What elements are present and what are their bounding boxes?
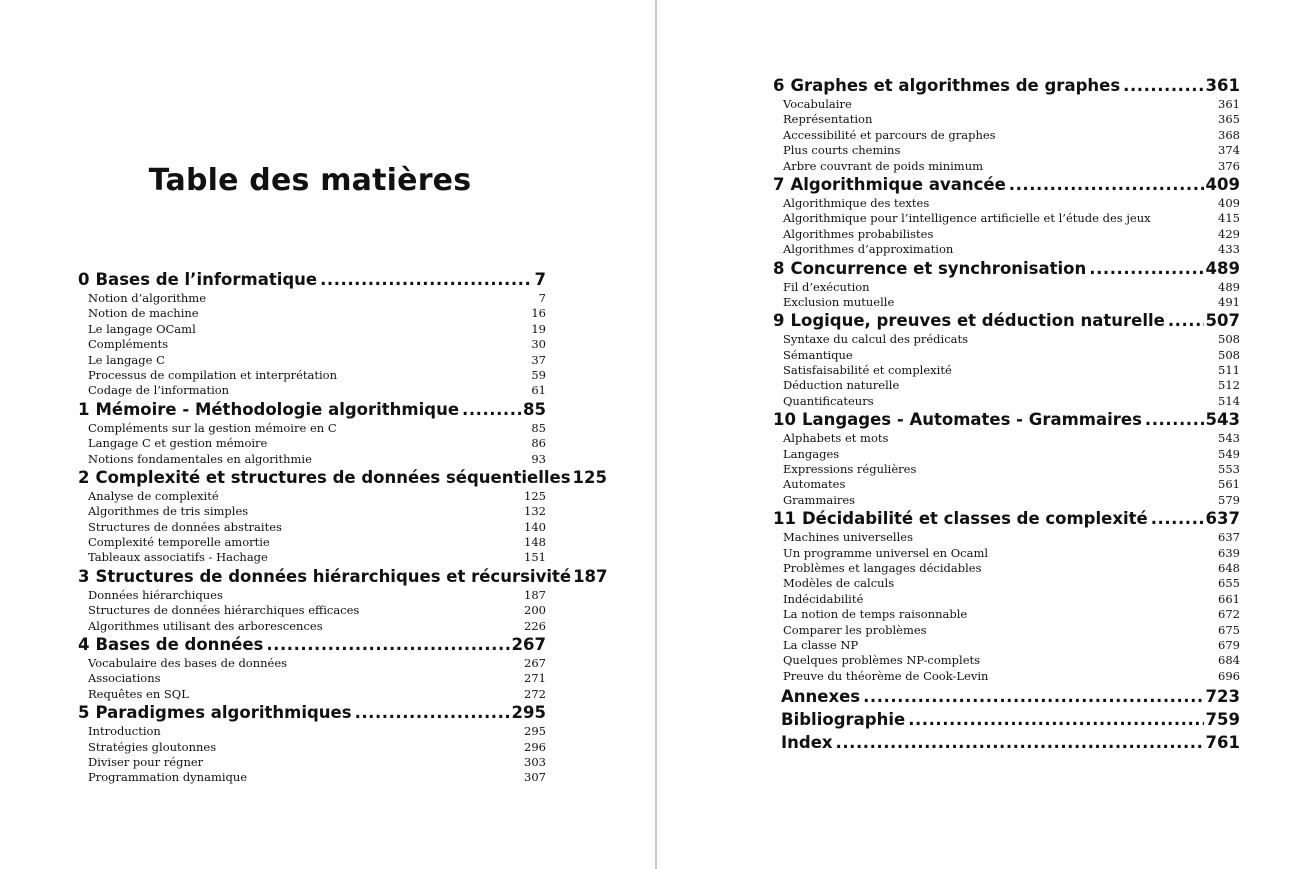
toc-chapter	[78, 634, 546, 702]
section-page-number: 679	[1218, 637, 1240, 652]
toc-chapter	[773, 174, 1240, 258]
section-title: Fil d’exécution	[783, 279, 870, 294]
toc-section-entry[interactable]	[78, 619, 546, 634]
section-title: Alphabets et mots	[783, 431, 889, 446]
dot-leader	[263, 634, 509, 656]
toc-chapter	[773, 310, 1240, 409]
toc-chapter	[78, 399, 546, 467]
chapter-page-number: 267	[511, 635, 546, 655]
chapter-page-number: 125	[572, 467, 607, 487]
section-page-number: 296	[524, 739, 546, 754]
section-page-number: 655	[1218, 576, 1240, 591]
toc-chapter-heading[interactable]	[78, 566, 608, 588]
section-page-number: 30	[531, 337, 546, 352]
toc-section-entry[interactable]	[773, 394, 1240, 409]
toc-chapter	[773, 75, 1240, 174]
toc-section-entry[interactable]	[78, 504, 546, 519]
section-page-number: 376	[1218, 158, 1240, 173]
toc-section-entry[interactable]	[773, 211, 1240, 226]
toc-section-entry[interactable]	[773, 576, 1240, 591]
section-title: Notion d’algorithme	[88, 291, 207, 305]
toc-left-column	[78, 269, 608, 786]
toc-section-entry[interactable]	[78, 603, 546, 618]
section-title: Associations	[88, 671, 161, 686]
section-title: Sémantique	[783, 347, 853, 362]
section-title: Algorithmes d’approximation	[783, 242, 954, 257]
section-page-number: 508	[1218, 347, 1240, 362]
section-title: Problèmes et langages décidables	[783, 560, 982, 575]
chapter-number: 2	[78, 467, 90, 487]
toc-section-entry[interactable]	[773, 295, 1240, 310]
chapter-title: Algorithmique avancée	[790, 174, 1006, 194]
toc-chapter-heading[interactable]	[773, 174, 1240, 196]
toc-chapter-heading[interactable]	[773, 258, 1240, 280]
chapter-number: 5	[78, 703, 90, 723]
toc-section-entry[interactable]	[78, 421, 546, 436]
section-page-number: 514	[1218, 393, 1240, 408]
dot-leader	[860, 686, 1203, 708]
section-title: Accessibilité et parcours de graphes	[783, 127, 996, 142]
section-page-number: 19	[531, 321, 546, 336]
chapter-page-number: 543	[1205, 410, 1240, 430]
toc-section-entry[interactable]	[773, 332, 1240, 347]
section-title: Langages	[783, 446, 840, 461]
dot-leader	[459, 399, 521, 421]
chapter-number: 1	[78, 399, 90, 419]
section-title: Syntaxe du calcul des prédicats	[783, 332, 969, 347]
toc-section-entry[interactable]	[773, 431, 1240, 446]
chapter-page-number: 85	[523, 399, 546, 419]
chapter-number: 0	[78, 270, 90, 289]
chapter-page-number: 409	[1205, 174, 1240, 194]
section-title: Exclusion mutuelle	[783, 294, 895, 309]
dot-leader	[317, 269, 532, 291]
toc-section-entry[interactable]	[78, 489, 546, 504]
toc-section-entry[interactable]	[78, 452, 546, 467]
section-page-number: 7	[538, 291, 546, 305]
section-page-number: 489	[1218, 279, 1240, 294]
chapter-number: 6	[773, 76, 785, 95]
toc-section-entry[interactable]	[773, 607, 1240, 622]
section-page-number: 543	[1218, 431, 1240, 446]
chapter-title: Décidabilité et classes de complexité	[801, 509, 1148, 529]
chapter-number: 7	[773, 174, 785, 194]
toc-section-entry[interactable]	[78, 306, 546, 321]
section-page-number: 271	[524, 671, 546, 686]
toc-chapter	[773, 409, 1240, 508]
toc-section-entry[interactable]	[773, 280, 1240, 295]
dot-leader	[352, 702, 510, 724]
section-page-number: 85	[531, 420, 546, 435]
toc-chapter	[773, 258, 1240, 311]
toc-section-entry[interactable]	[78, 671, 546, 686]
dot-leader	[1165, 310, 1204, 332]
section-page-number: 415	[1218, 211, 1240, 226]
toc-section-entry[interactable]	[78, 353, 546, 368]
section-page-number: 303	[524, 754, 546, 769]
section-title: Algorithmique des textes	[783, 195, 930, 210]
section-page-number: 648	[1218, 560, 1240, 575]
chapter-title: Graphes et algorithmes de graphes	[790, 76, 1121, 95]
toc-right-column	[773, 75, 1240, 754]
section-title: Notions fondamentales en algorithmie	[88, 451, 312, 466]
section-title: Modèles de calculs	[783, 576, 895, 591]
section-title: Processus de compilation et interprétation	[88, 367, 337, 382]
toc-section-entry[interactable]	[78, 755, 546, 770]
section-title: Comparer les problèmes	[783, 622, 927, 637]
section-title: La notion de temps raisonnable	[783, 607, 968, 622]
appendix-page-number: 759	[1205, 710, 1240, 730]
toc-section-entry[interactable]	[773, 363, 1240, 378]
toc-section-entry[interactable]	[773, 227, 1240, 242]
toc-section-entry[interactable]	[78, 368, 546, 383]
section-title: Grammaires	[783, 492, 856, 507]
section-title: Satisfaisabilité et complexité	[783, 363, 952, 378]
toc-section-entry[interactable]	[78, 724, 546, 739]
section-page-number: 151	[524, 550, 546, 565]
toc-section-entry[interactable]	[78, 588, 546, 603]
appendix-page-number: 723	[1205, 687, 1240, 707]
chapter-title: Concurrence et synchronisation	[790, 258, 1087, 278]
section-title: Un programme universel en Ocaml	[783, 545, 989, 560]
section-page-number: 433	[1218, 242, 1240, 257]
toc-section-entry[interactable]	[78, 520, 546, 535]
section-page-number: 132	[524, 504, 546, 519]
toc-section-entry[interactable]	[773, 462, 1240, 477]
toc-section-entry[interactable]	[78, 687, 546, 702]
section-title: Quantificateurs	[783, 393, 874, 408]
toc-section-entry[interactable]	[773, 530, 1240, 545]
toc-section-entry[interactable]	[78, 322, 546, 337]
section-title: Compléments sur la gestion mémoire en C	[88, 420, 337, 435]
toc-chapter-heading[interactable]	[773, 75, 1240, 97]
toc-section-entry[interactable]	[773, 378, 1240, 393]
appendix-page-number: 761	[1205, 733, 1240, 753]
section-title: Quelques problèmes NP-complets	[783, 653, 981, 668]
toc-section-entry[interactable]	[773, 196, 1240, 211]
toc-chapter-heading[interactable]	[78, 634, 546, 656]
section-title: Vocabulaire des bases de données	[88, 656, 288, 671]
chapter-number: 9	[773, 311, 785, 331]
toc-section-entry[interactable]	[773, 242, 1240, 257]
section-title: Algorithmes utilisant des arborescences	[88, 618, 323, 633]
chapter-number: 3	[78, 566, 90, 586]
section-page-number: 696	[1218, 668, 1240, 683]
section-title: Codage de l’information	[88, 383, 230, 398]
section-title: Langage C et gestion mémoire	[88, 436, 268, 451]
chapter-page-number: 361	[1205, 76, 1240, 95]
toc-section-entry[interactable]	[773, 477, 1240, 492]
section-title: Complexité temporelle amortie	[88, 535, 270, 550]
chapter-number: 4	[78, 635, 90, 655]
section-title: Automates	[783, 477, 846, 492]
section-page-number: 187	[524, 587, 546, 602]
toc-section-entry[interactable]	[78, 337, 546, 352]
section-page-number: 684	[1218, 653, 1240, 668]
section-page-number: 37	[531, 352, 546, 367]
section-title: Représentation	[783, 112, 873, 127]
section-page-number: 579	[1218, 492, 1240, 507]
section-page-number: 16	[531, 306, 546, 321]
section-page-number: 59	[531, 367, 546, 382]
toc-section-entry[interactable]	[773, 143, 1240, 158]
section-page-number: 226	[524, 618, 546, 633]
chapter-title: Structures de données hiérarchiques et récursivité	[95, 566, 572, 586]
dot-leader	[833, 732, 1204, 754]
toc-section-entry[interactable]	[773, 669, 1240, 684]
toc-section-entry[interactable]	[78, 770, 546, 785]
section-page-number: 675	[1218, 622, 1240, 637]
toc-section-entry[interactable]	[773, 112, 1240, 127]
section-page-number: 267	[524, 656, 546, 671]
chapter-title: Logique, preuves et déduction naturelle	[790, 311, 1165, 331]
chapter-title: Langages - Automates - Grammaires	[801, 410, 1142, 430]
chapter-number: 11	[773, 509, 796, 529]
section-title: Algorithmes probabilistes	[783, 226, 934, 241]
toc-appendix-heading[interactable]	[773, 732, 1240, 754]
toc-section-entry[interactable]	[773, 493, 1240, 508]
toc-section-entry[interactable]	[773, 159, 1240, 174]
toc-section-entry[interactable]	[773, 638, 1240, 653]
section-title: Introduction	[88, 724, 161, 739]
section-title: Stratégies gloutonnes	[88, 739, 217, 754]
chapter-title: Bases de données	[95, 635, 264, 655]
section-page-number: 511	[1218, 363, 1240, 378]
section-page-number: 661	[1218, 591, 1240, 606]
appendix-title: Index	[781, 733, 833, 753]
toc-section-entry[interactable]	[78, 656, 546, 671]
toc-section-entry[interactable]	[773, 97, 1240, 112]
dot-leader	[905, 709, 1203, 731]
appendix-title: Annexes	[781, 687, 861, 707]
chapter-title: Complexité et structures de données séquentielles	[95, 467, 571, 487]
section-page-number: 200	[524, 603, 546, 618]
section-title: Diviser pour régner	[88, 754, 204, 769]
section-title: Programmation dynamique	[88, 770, 248, 785]
section-page-number: 508	[1218, 332, 1240, 347]
toc-section-entry[interactable]	[78, 291, 546, 306]
toc-section-entry[interactable]	[773, 653, 1240, 668]
page-divider	[655, 0, 657, 869]
toc-chapter-heading[interactable]	[78, 467, 607, 489]
toc-section-entry[interactable]	[78, 535, 546, 550]
section-page-number: 365	[1218, 112, 1240, 127]
toc-section-entry[interactable]	[78, 550, 546, 565]
toc-appendix-heading[interactable]	[773, 709, 1240, 731]
toc-chapter	[78, 702, 546, 786]
section-page-number: 512	[1218, 378, 1240, 393]
section-title: Preuve du théorème de Cook-Levin	[783, 668, 989, 683]
toc-appendix-heading[interactable]	[773, 686, 1240, 708]
section-title: Tableaux associatifs - Hachage	[88, 550, 268, 565]
dot-leader	[1086, 258, 1203, 280]
section-page-number: 368	[1218, 127, 1240, 142]
section-page-number: 491	[1218, 294, 1240, 309]
section-title: Machines universelles	[783, 530, 913, 545]
toc-section-entry[interactable]	[78, 436, 546, 451]
chapter-page-number: 7	[534, 270, 546, 289]
section-page-number: 672	[1218, 607, 1240, 622]
chapter-title: Mémoire - Méthodologie algorithmique	[95, 399, 460, 419]
section-page-number: 307	[524, 770, 546, 785]
toc-chapter-heading[interactable]	[773, 508, 1240, 530]
toc-section-entry[interactable]	[773, 128, 1240, 143]
section-title: Compléments	[88, 337, 169, 352]
section-page-number: 125	[524, 488, 546, 503]
toc-chapter	[773, 508, 1240, 684]
section-title: Algorithmique pour l’intelligence artificielle et l’étude des jeux	[783, 211, 1151, 226]
section-page-number: 148	[524, 535, 546, 550]
appendix-title: Bibliographie	[781, 710, 906, 730]
chapter-page-number: 295	[511, 703, 546, 723]
section-title: Structures de données hiérarchiques efficaces	[88, 603, 360, 618]
toc-chapter-heading[interactable]	[773, 409, 1240, 431]
toc-section-entry[interactable]	[773, 447, 1240, 462]
section-title: Le langage OCaml	[88, 321, 196, 336]
section-title: Requêtes en SQL	[88, 686, 189, 701]
section-title: Plus courts chemins	[783, 143, 901, 158]
dot-leader	[1120, 75, 1203, 97]
toc-title: Table des matières	[148, 163, 472, 198]
section-title: Analyse de complexité	[88, 488, 219, 503]
section-page-number: 549	[1218, 446, 1240, 461]
toc-chapter-heading[interactable]	[78, 399, 546, 421]
toc-section-entry[interactable]	[78, 383, 546, 398]
section-title: Structures de données abstraites	[88, 519, 282, 534]
section-title: Arbre couvrant de poids minimum	[783, 158, 984, 173]
chapter-number: 10	[773, 410, 796, 430]
section-title: Vocabulaire	[783, 97, 852, 111]
toc-chapter-heading[interactable]	[78, 269, 546, 291]
section-page-number: 140	[524, 519, 546, 534]
section-page-number: 429	[1218, 226, 1240, 241]
chapter-page-number: 187	[573, 566, 608, 586]
chapter-title: Bases de l’informatique	[95, 270, 318, 289]
chapter-page-number: 489	[1205, 258, 1240, 278]
section-title: Expressions régulières	[783, 462, 917, 477]
dot-leader	[1142, 409, 1204, 431]
chapter-number: 8	[773, 258, 785, 278]
section-title: Données hiérarchiques	[88, 587, 223, 602]
chapter-title: Paradigmes algorithmiques	[95, 703, 352, 723]
toc-section-entry[interactable]	[78, 740, 546, 755]
toc-chapter	[78, 269, 546, 399]
toc-chapter-heading[interactable]	[78, 702, 546, 724]
section-title: Indécidabilité	[783, 591, 864, 606]
dot-leader	[1006, 174, 1204, 196]
section-title: Notion de machine	[88, 306, 199, 321]
toc-section-entry[interactable]	[773, 546, 1240, 561]
section-title: Le langage C	[88, 352, 165, 367]
toc-chapter	[78, 566, 608, 634]
section-page-number: 553	[1218, 462, 1240, 477]
toc-chapter-heading[interactable]	[773, 310, 1240, 332]
toc-section-entry[interactable]	[773, 561, 1240, 576]
chapter-page-number: 507	[1205, 311, 1240, 331]
toc-section-entry[interactable]	[773, 592, 1240, 607]
dot-leader	[1148, 508, 1204, 530]
toc-section-entry[interactable]	[773, 348, 1240, 363]
section-page-number: 295	[524, 724, 546, 739]
section-page-number: 639	[1218, 545, 1240, 560]
section-title: La classe NP	[783, 637, 859, 652]
section-page-number: 361	[1218, 97, 1240, 111]
section-page-number: 409	[1218, 195, 1240, 210]
section-title: Algorithmes de tris simples	[88, 504, 249, 519]
section-page-number: 637	[1218, 530, 1240, 545]
toc-chapter	[78, 467, 607, 566]
section-page-number: 561	[1218, 477, 1240, 492]
section-page-number: 272	[524, 686, 546, 701]
section-page-number: 61	[531, 383, 546, 398]
section-page-number: 374	[1218, 143, 1240, 158]
chapter-page-number: 637	[1205, 509, 1240, 529]
toc-section-entry[interactable]	[773, 623, 1240, 638]
section-page-number: 93	[531, 451, 546, 466]
section-page-number: 86	[531, 436, 546, 451]
section-title: Déduction naturelle	[783, 378, 900, 393]
